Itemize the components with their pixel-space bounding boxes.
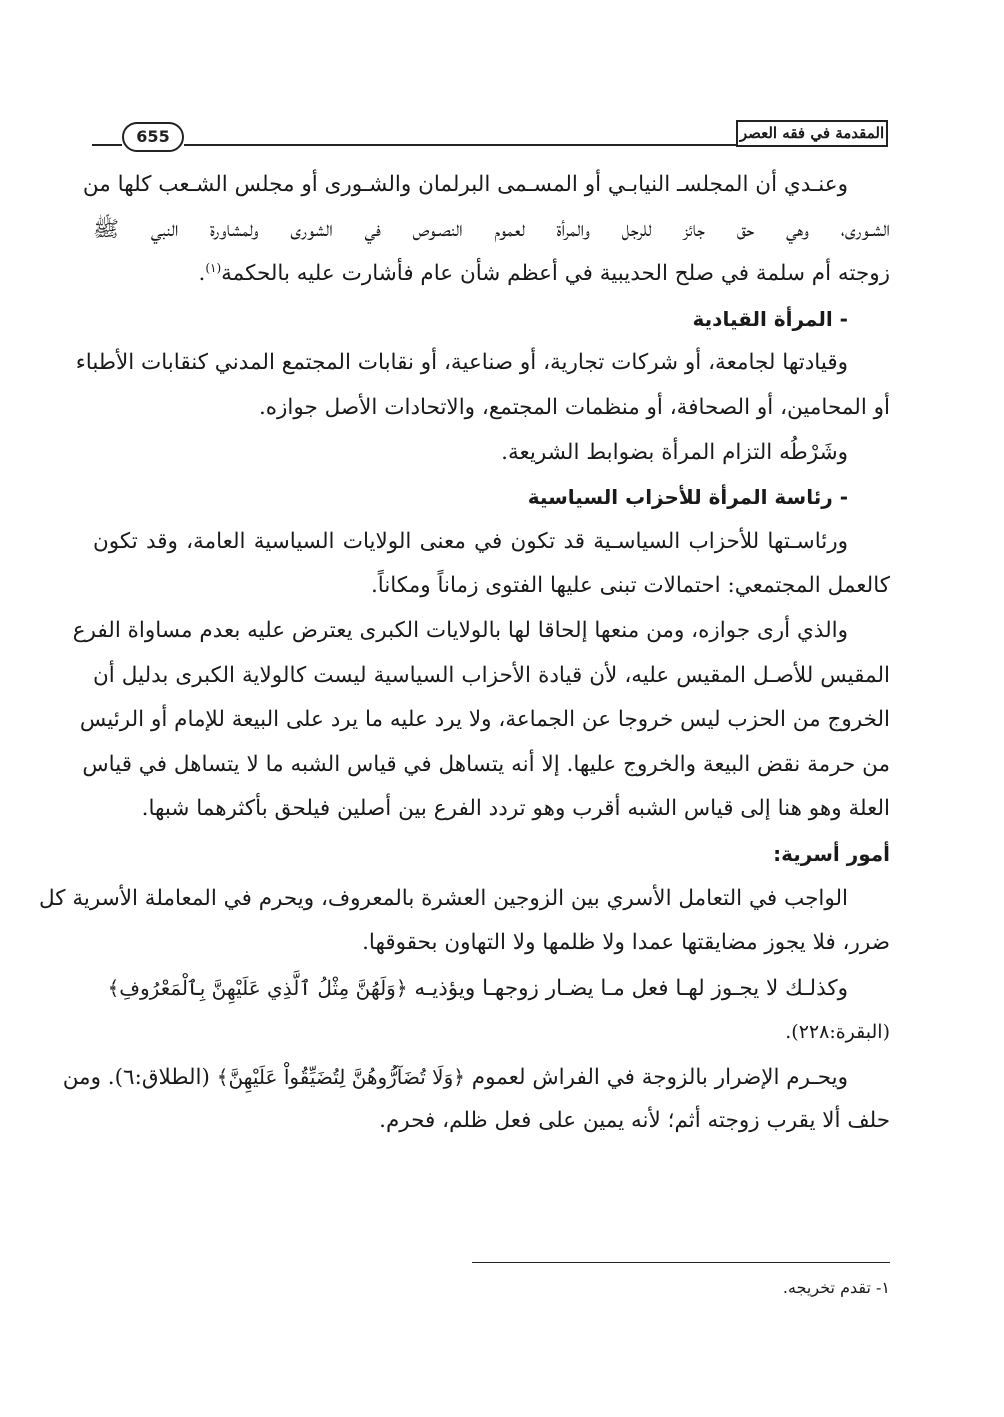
footnote-separator xyxy=(472,1262,890,1263)
text-line: أو المحامين، أو الصحافة، أو منظمات المجتمع، والاتحادات الأصل جوازه. xyxy=(258,394,890,420)
text-line: الواجب في التعامل الأسري بين الزوجين العشرة بالمعروف، ويحرم في المعاملة الأسرية كل xyxy=(38,885,848,911)
quran-verse: ﴿وَلَا تُضَآرُّوهُنَّ لِتُضَيِّقُواْ عَلَيْهِنَّ﴾ xyxy=(216,1064,465,1089)
section-heading: أمور أسرية: xyxy=(773,841,890,866)
page-number: 655 xyxy=(122,122,184,152)
text-line-content: ويحـرم الإضرار بالزوجة في الفراش لعموم xyxy=(471,1064,848,1090)
verse-reference: (الطلاق:٦). ومن xyxy=(62,1064,210,1090)
text-line: العلة وهو هنا إلى قياس الشبه أقرب وهو تردد الفرع بين أصلين فيلحق بأكثرهما شبها. xyxy=(141,796,890,822)
text-line: وعنـدي أن المجلسـ النيابـي أو المسـمى البرلمان والشـورى أو مجلس الشـعب كلها من xyxy=(82,172,848,197)
text-line: الشـورى، وهي حق جائز للرجل والمرأة لعموم النصـوص في الشورى ولمشاورة النبي ﷺ xyxy=(93,216,890,242)
text-line xyxy=(93,966,890,1011)
text-line: حلف ألا يقرب زوجته أثم؛ لأنه يمين على فعل ظلم، فحرم. xyxy=(379,1108,890,1134)
text-line: كالعمل المجتمعي: احتمالات تبنى عليها الفتوى زماناً ومكاناً. xyxy=(370,573,890,599)
text-line-content: زوجته أم سلمة في صلح الحديبية في أعظم شأن عام فأشارت عليه بالحكمة xyxy=(221,261,890,287)
text-line-content: وكذلـك لا يجـوز لهـا فعل مـا يضـار زوجهـا ويؤذيـه xyxy=(414,975,848,1001)
text-line: ورئاسـتها للأحزاب السياسـية قد تكون في معنى الولايات السياسية العامة، وقد تكون xyxy=(93,528,848,554)
text-line: والذي أرى جوازه، ومن منعها إلحاقا لها بالولايات الكبرى يعترض عليه بعدم مساواة الفرع xyxy=(72,617,848,643)
verse-reference: (البقرة:٢٢٨). xyxy=(785,1021,890,1044)
header-rule-left xyxy=(92,144,122,146)
section-heading: - المرأة القيادية xyxy=(692,306,848,331)
footnote: ١- تقدم تخريجه. xyxy=(782,1278,890,1297)
section-heading: - رئاسة المرأة للأحزاب السياسية xyxy=(527,485,848,510)
text-line: من حرمة نقض البيعة والخروج عليها. إلا أنه يتساهل في قياس الشبه ما لا يتساهل في قياس xyxy=(82,751,890,777)
text-line: زوجته أم سلمة في صلح الحديبية في أعظم شأن عام فأشارت عليه بالحكمة$^{(١)}$. xyxy=(198,261,890,287)
quran-verse: ﴿وَلَهُنَّ مِثْلُ ٱلَّذِي عَلَيْهِنَّ بِٱلْمَعْرُوفِ﴾ xyxy=(107,975,408,1000)
footnote-marker[interactable]: (١) xyxy=(205,261,222,276)
text-line: الخروج من الحزب ليس خروجا عن الجماعة، ولا يرد عليه ما يرد على البيعة للإمام أو الرئيس xyxy=(79,707,890,733)
header-rule xyxy=(184,144,736,146)
text-line: ضرر، فلا يجوز مضايقتها عمدا ولا ظلمها ولا التهاون بحقوقها. xyxy=(362,930,890,956)
page-body xyxy=(38,163,890,1144)
text-line: المقيس للأصـل المقيس عليه، لأن قيادة الأحزاب السياسية ليست كالولاية الكبرى بدليل أن xyxy=(93,662,890,688)
text-line xyxy=(62,1055,890,1100)
running-header xyxy=(92,116,888,152)
book-title: المقدمة في فقه العصر xyxy=(736,120,888,147)
text-line: وشَرْطُه التزام المرأة بضوابط الشريعة. xyxy=(501,439,848,465)
text-line: وقيادتها لجامعة، أو شركات تجارية، أو صناعية، أو نقابات المجتمع المدني كنقابات الأطباء xyxy=(75,350,848,376)
